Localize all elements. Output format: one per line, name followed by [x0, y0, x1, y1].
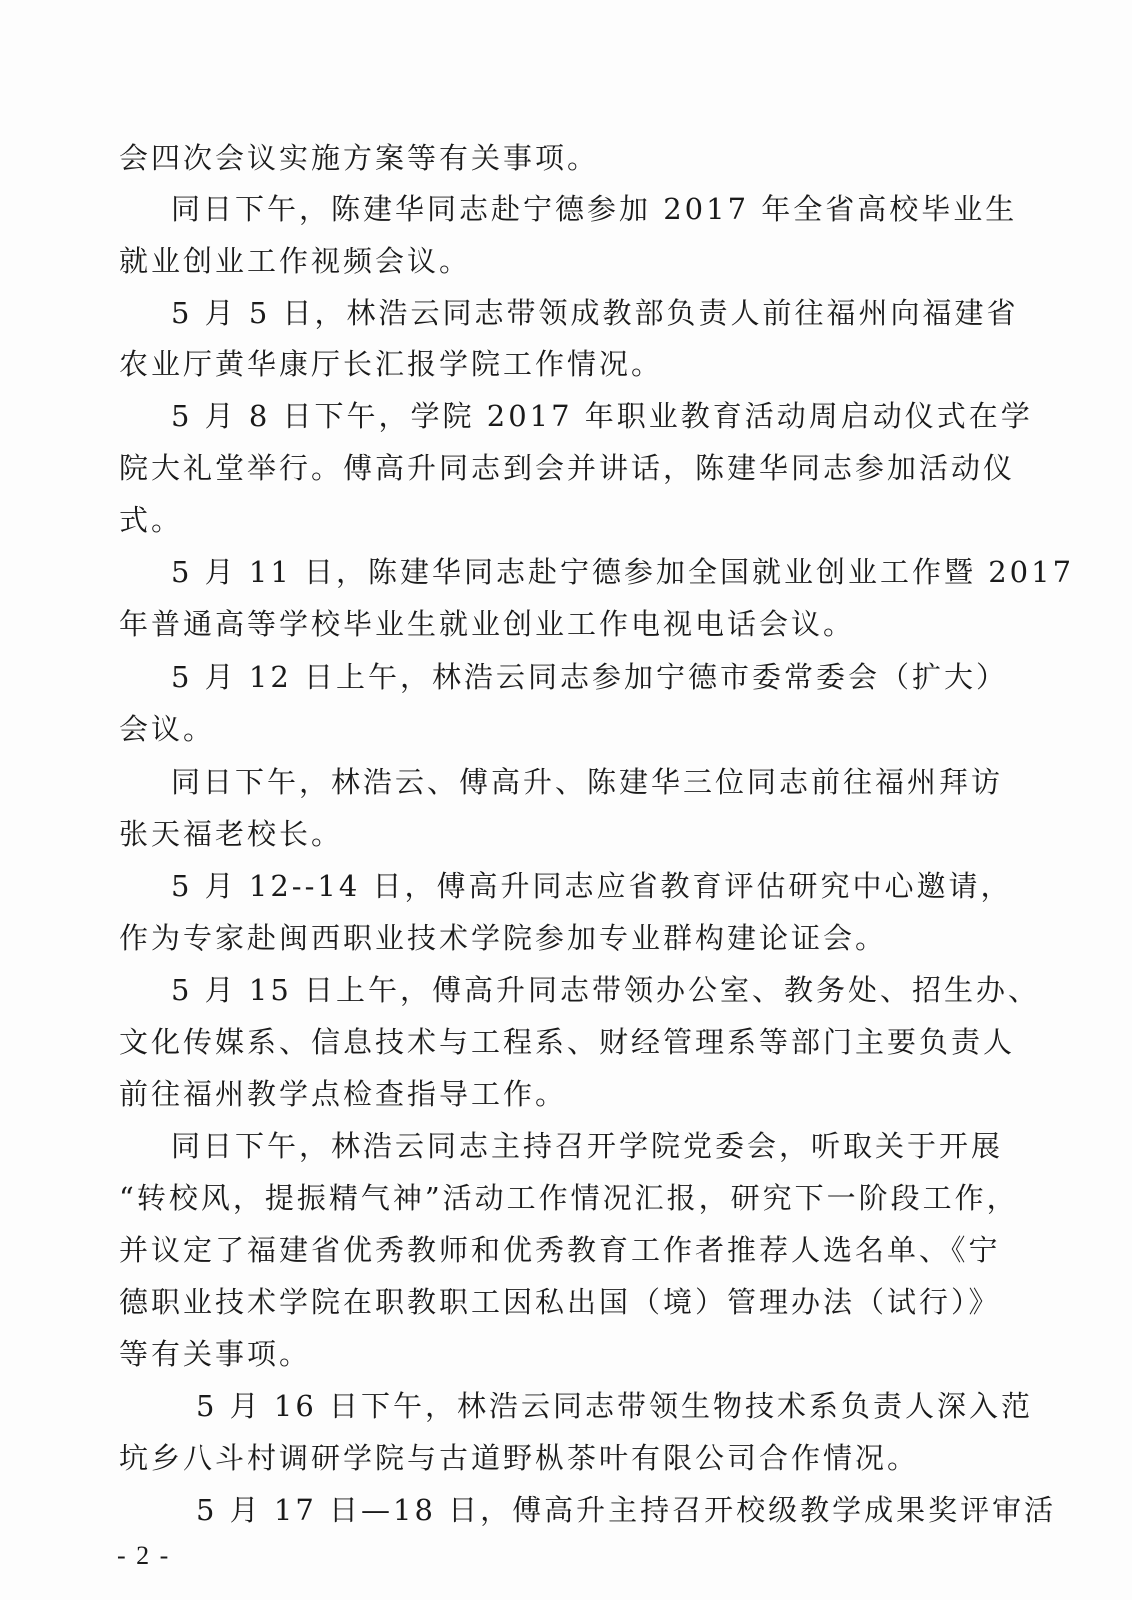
text-line: 坑乡八斗村调研学院与古道野枞茶叶有限公司合作情况。 — [119, 1441, 920, 1475]
text-line: 同日下午，陈建华同志赴宁德参加 2017 年全省高校毕业生 — [171, 192, 1018, 226]
text-line: 同日下午，林浩云同志主持召开学院党委会，听取关于开展 — [171, 1129, 1004, 1163]
text-line: 同日下午，林浩云、傅高升、陈建华三位同志前往福州拜访 — [171, 765, 1004, 799]
text-line: 就业创业工作视频会议。 — [119, 244, 472, 278]
text-line: 农业厅黄华康厅长汇报学院工作情况。 — [119, 347, 664, 381]
text-line: 年普通高等学校毕业生就业创业工作电视电话会议。 — [119, 607, 856, 641]
text-line: 5 月 11 日，陈建华同志赴宁德参加全国就业创业工作暨 2017 — [171, 555, 1075, 589]
text-line: 5 月 12--14 日，傅高升同志应省教育评估研究中心邀请， — [171, 869, 1013, 903]
text-line: 并议定了福建省优秀教师和优秀教育工作者推荐人选名单、《宁 — [119, 1233, 1001, 1267]
text-line: 院大礼堂举行。傅高升同志到会并讲话，陈建华同志参加活动仪 — [119, 451, 1016, 485]
text-line: 德职业技术学院在职教职工因私出国（境）管理办法（试行）》 — [119, 1285, 1001, 1319]
text-line: 文化传媒系、信息技术与工程系、财经管理系等部门主要负责人 — [119, 1025, 1016, 1059]
text-line: 前往福州教学点检查指导工作。 — [119, 1077, 568, 1111]
text-line: 5 月 16 日下午，林浩云同志带领生物技术系负责人深入范 — [196, 1389, 1034, 1423]
text-line: 5 月 5 日，林浩云同志带领成教部负责人前往福州向福建省 — [171, 296, 1019, 330]
text-line: 张天福老校长。 — [119, 817, 344, 851]
text-line: 式。 — [119, 503, 184, 537]
text-line: 5 月 15 日上午，傅高升同志带领办公室、教务处、招生办、 — [171, 973, 1041, 1007]
text-line: “转校风，提振精气神”活动工作情况汇报，研究下一阶段工作， — [119, 1181, 1019, 1215]
text-line: 等有关事项。 — [119, 1337, 312, 1371]
text-line: 会议。 — [119, 712, 216, 746]
page-number: - 2 - — [117, 1541, 171, 1570]
text-line: 5 月 17 日—18 日，傅高升主持召开校级教学成果奖评审活 — [196, 1493, 1057, 1527]
text-line: 5 月 12 日上午，林浩云同志参加宁德市委常委会（扩大） — [171, 660, 1009, 694]
text-line: 5 月 8 日下午，学院 2017 年职业教育活动周启动仪式在学 — [171, 399, 1033, 433]
text-line: 作为专家赴闽西职业技术学院参加专业群构建论证会。 — [119, 921, 888, 955]
text-line: 会四次会议实施方案等有关事项。 — [119, 141, 600, 175]
